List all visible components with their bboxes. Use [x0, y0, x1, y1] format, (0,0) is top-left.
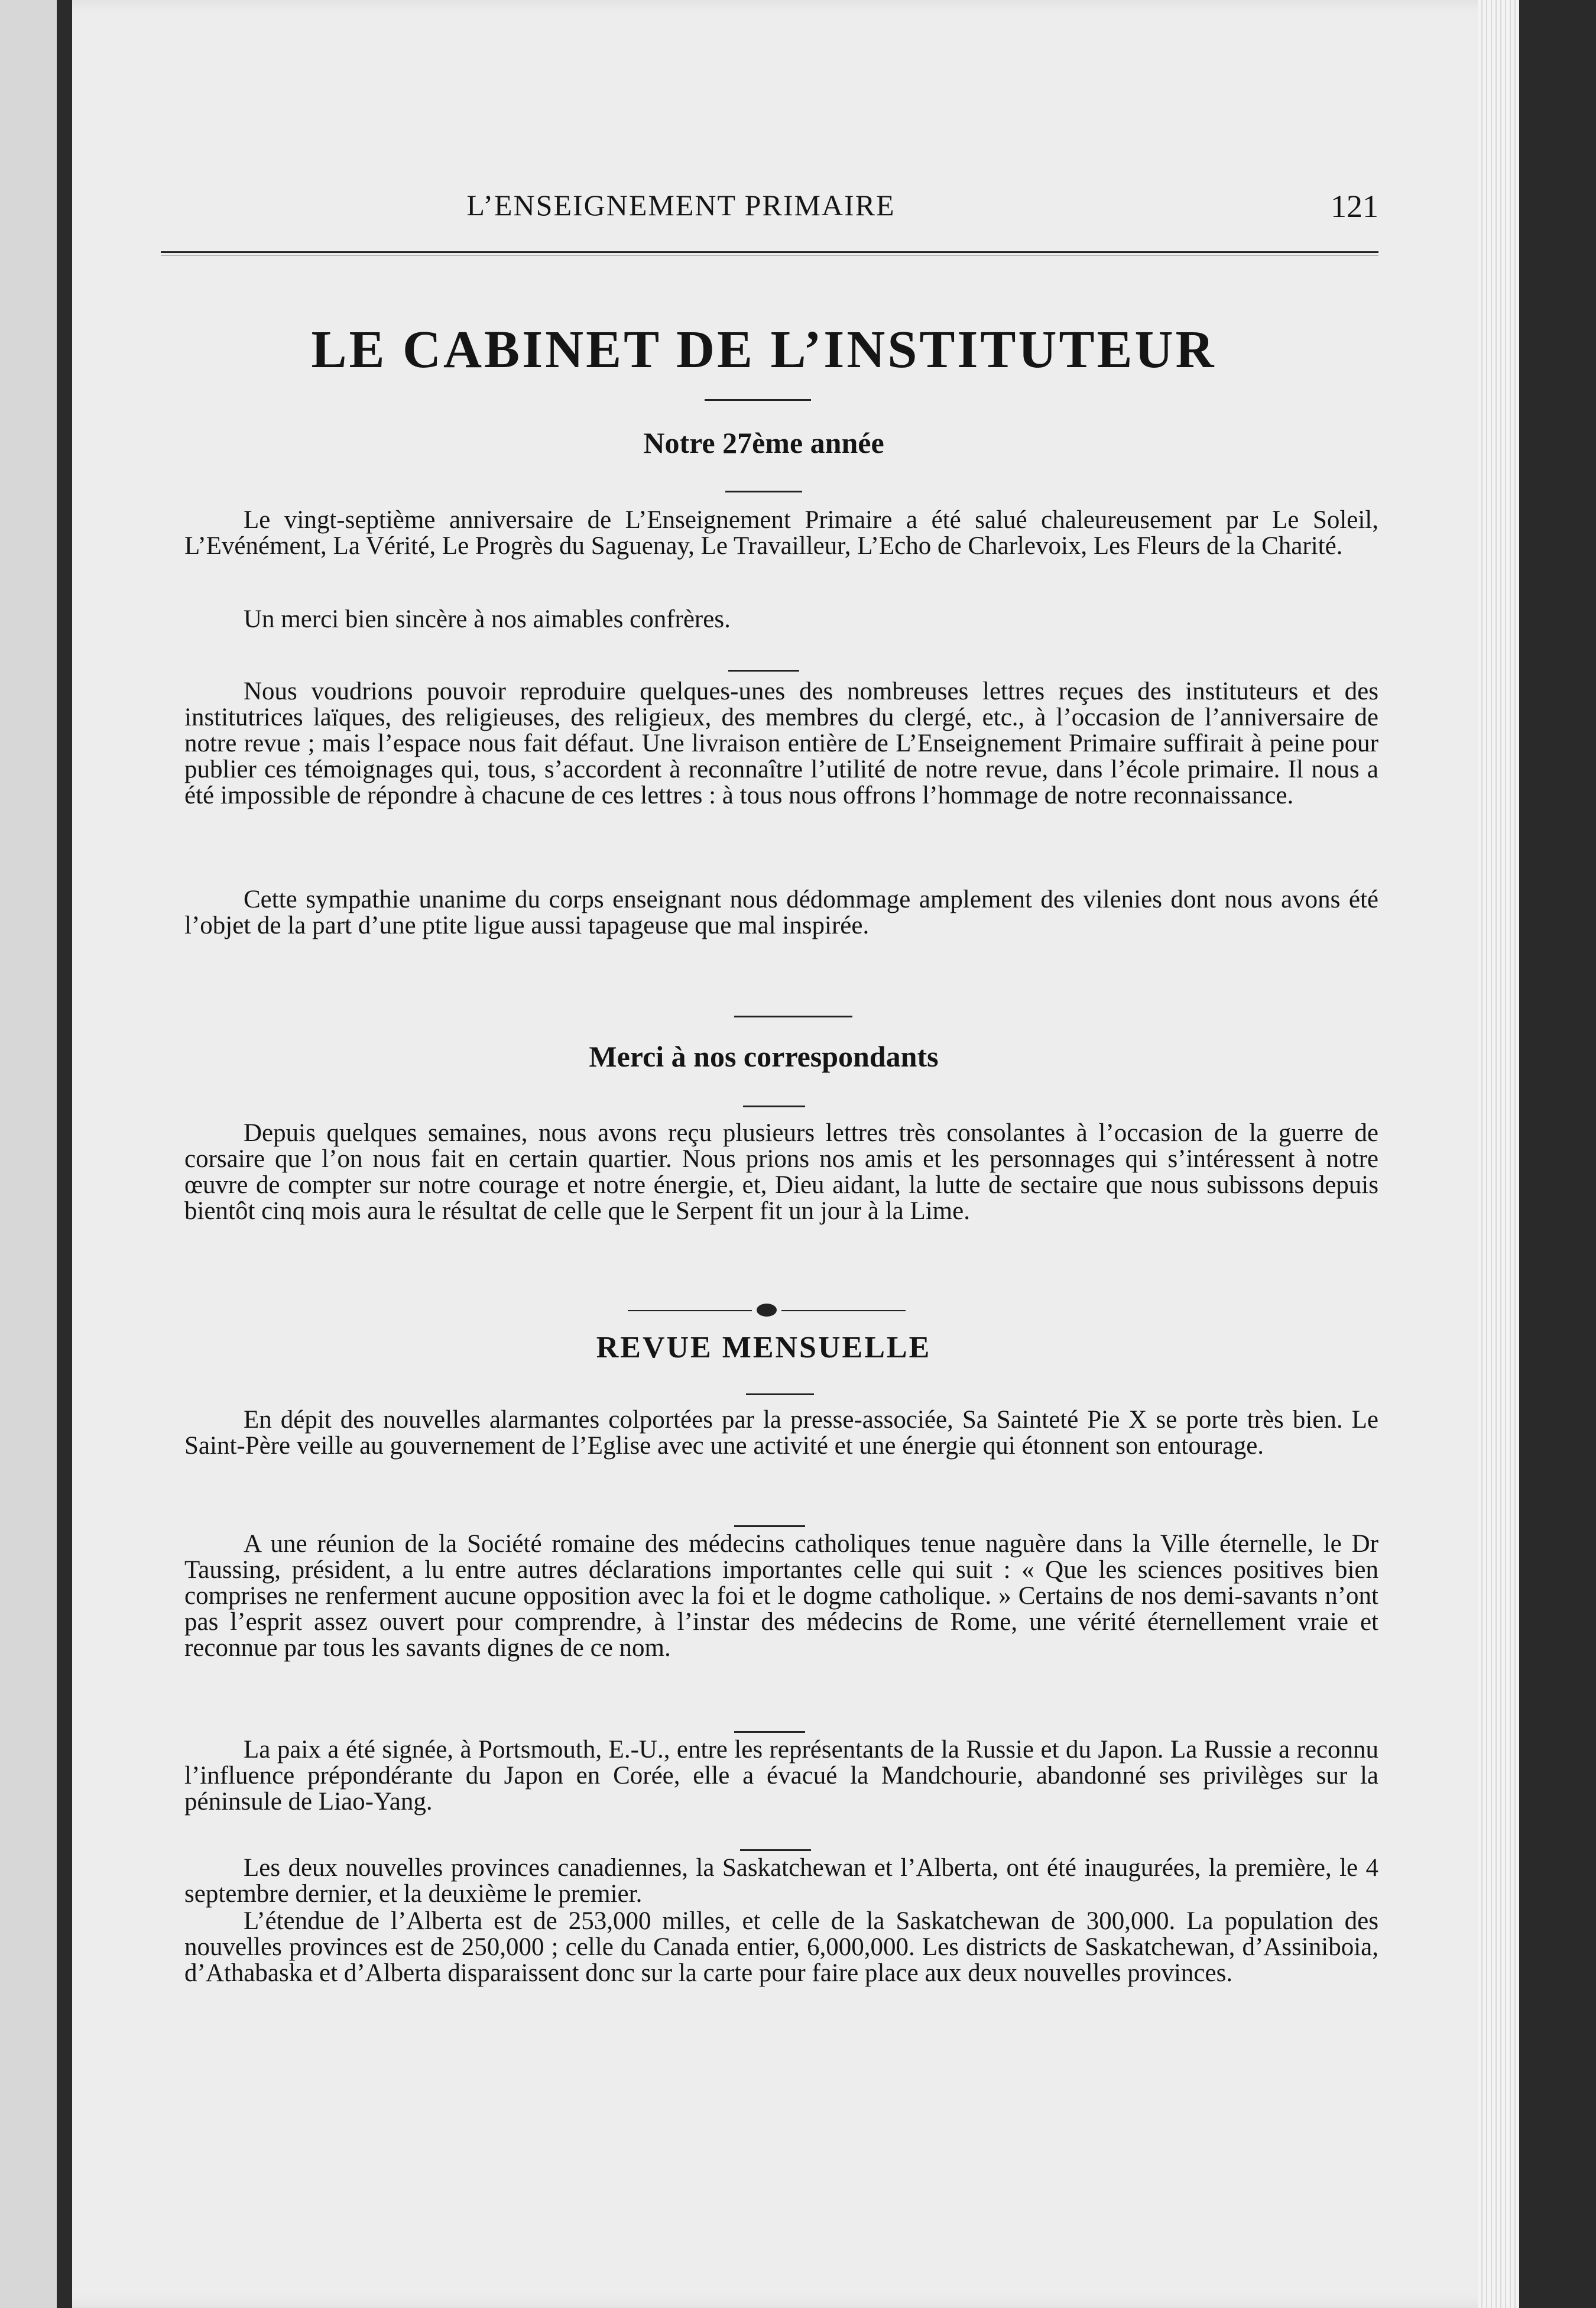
book-page — [72, 0, 1519, 2308]
paragraph: En dépit des nouvelles alarmantes colportées par la presse-associée, Sa Sainteté Pie X se porte très bien. Le Saint-Père veille au gouvernement de l’Eglise avec une activité et une énergie qui étonnent son entourage. — [184, 1406, 1378, 1460]
paragraph: La paix a été signée, à Portsmouth, E.-U., entre les représentants de la Russie et du Japon. La Russie a reconnu l’influence prépondérante du Japon en Corée, elle a évacué la Mandchourie, abandonné ses privilèges sur la péninsule de Liao-Yang. — [184, 1736, 1378, 1816]
divider — [734, 1016, 852, 1017]
divider — [734, 1525, 805, 1527]
section-heading-revue-mensuelle: REVUE MENSUELLE — [596, 1331, 932, 1364]
divider — [705, 399, 811, 401]
book-spine-shadow — [57, 0, 72, 2308]
paragraph: Un merci bien sincère à nos aimables confrères. — [244, 605, 731, 633]
page-title: LE CABINET DE L’INSTITUTEUR — [311, 320, 1217, 379]
paragraph: Le vingt-septième anniversaire de L’Enseignement Primaire a été salué chaleureusement par Le Soleil, L’Evénément, La Vérité, Le Progrès du Saguenay, Le Travailleur, L’Echo de Charlevoix, Les Fleurs de la Charité. — [184, 506, 1378, 560]
paragraph: A une réunion de la Société romaine des médecins catholiques tenue naguère dans la Ville éternelle, le Dr Taussing, président, a lu entre autres déclarations importantes celle qui suit : « Que les sciences positives bien comprises ne renferment aucune opposition avec la foi et le dogme catholique. » Certains de nos demi-savants n’ont pas l’esprit assez ouvert pour comprendre, à l’instar des médecins de Rome, une vérité éternellement vraie et reconnue par tous les savants dignes de ce nom. — [184, 1530, 1378, 1662]
header-rule — [161, 251, 1378, 255]
divider — [728, 670, 799, 672]
page-number: 121 — [1331, 189, 1378, 224]
paragraph: Les deux nouvelles provinces canadiennes, la Saskatchewan et l’Alberta, ont été inaugurées, la première, le 4 septembre dernier, et la deuxième le premier. — [184, 1854, 1378, 1908]
section-heading-merci-a-nos-correspondants: Merci à nos correspondants — [589, 1040, 939, 1073]
running-header — [149, 188, 1378, 235]
paragraph: Nous voudrions pouvoir reproduire quelques-unes des nombreuses lettres reçues des instituteurs et des institutrices laïques, des religieuses, des religieux, des membres du clergé, etc., à l’occasion de l’anniversaire de notre revue ; mais l’espace nous fait défaut. Une livraison entière de L’Enseignement Primaire suffirait à peine pour publier ces témoignages qui, tous, s’accordent à reconnaître l’utilité de notre revue, dans l’école primaire. Il nous a été impossible de répondre à chacune de ces lettres : à tous nous offrons l’hommage de notre reconnaissance. — [184, 678, 1378, 809]
paragraph: L’étendue de l’Alberta est de 253,000 milles, et celle de la Saskatchewan de 300,000. La population des nouvelles provinces est de 250,000 ; celle du Canada entier, 6,000,000. Les districts de Saskatchewan, d’Assiniboia, d’Athabaska et d’Alberta disparaissent donc sur la carte pour faire place aux deux nouvelles provinces. — [184, 1907, 1378, 1987]
paragraph: Depuis quelques semaines, nous avons reçu plusieurs lettres très consolantes à l’occasion de la guerre de corsaire que l’on nous fait en certain quartier. Nous prions nos amis et les personnages qui s’intéressent à notre œuvre de compter sur notre courage et notre énergie, et, Dieu aidant, la lutte de sectaire que nous subissons depuis bientôt cinq mois aura le résultat de celle que le Serpent fit un jour à la Lime. — [184, 1119, 1378, 1225]
scan-background — [1519, 0, 1596, 2308]
divider — [746, 1393, 814, 1395]
paragraph: Cette sympathie unanime du corps enseignant nous dédommage amplement des vilenies dont nous avons été l’objet de la part d’une ptite ligue aussi tapageuse que mal inspirée. — [184, 886, 1378, 939]
divider — [725, 491, 802, 492]
ornamental-divider — [628, 1304, 906, 1318]
divider — [740, 1849, 811, 1851]
divider — [743, 1106, 805, 1107]
divider — [734, 1731, 805, 1733]
page-stack-edge — [1478, 0, 1519, 2308]
running-title: L’ENSEIGNEMENT PRIMAIRE — [466, 189, 896, 222]
section-heading-notre-27eme-annee: Notre 27ème année — [643, 426, 884, 459]
